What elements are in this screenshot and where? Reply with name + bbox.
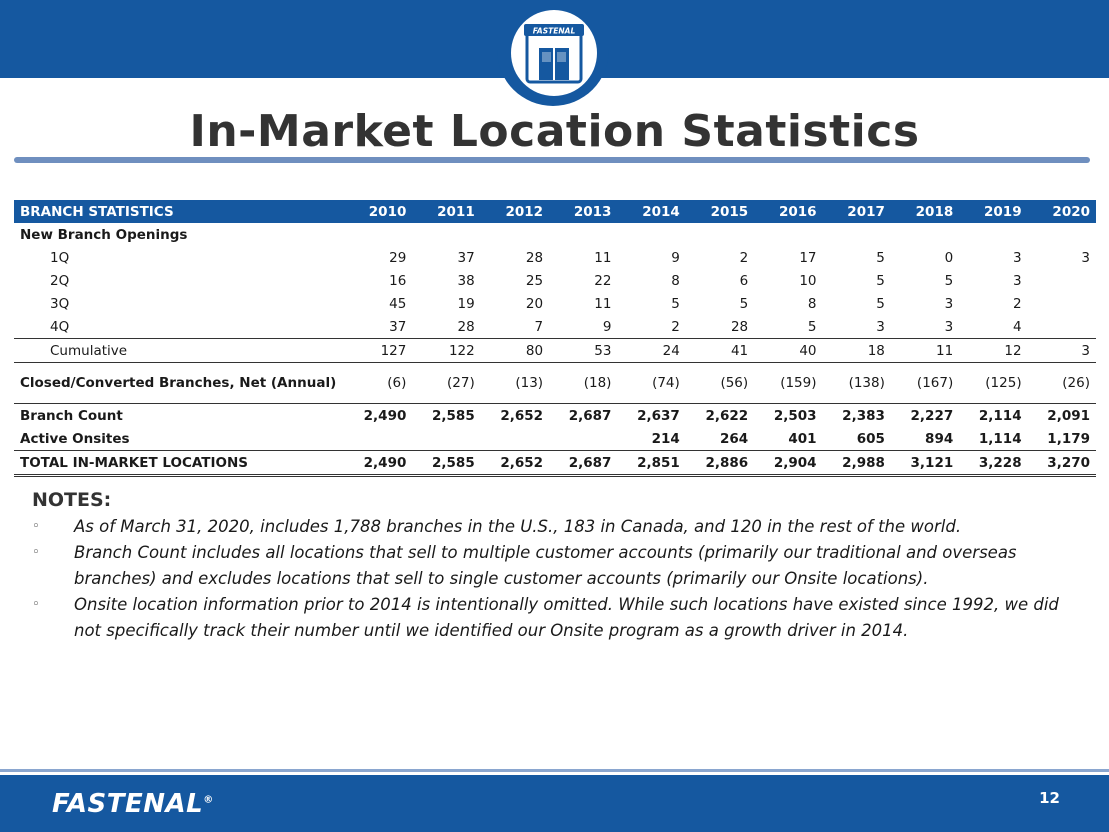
- year-header: 2018: [915, 203, 954, 220]
- table-cell: (18): [549, 363, 617, 404]
- notes-list: [32, 514, 1082, 644]
- table-cell: 2,383: [842, 407, 885, 424]
- row-label: TOTAL IN-MARKET LOCATIONS: [14, 451, 344, 476]
- table-cell: 2,490: [344, 451, 412, 476]
- table-cell: 11: [594, 295, 612, 312]
- table-cell: 9: [671, 249, 680, 266]
- table-cell: 29: [389, 249, 407, 266]
- table-cell: 6: [739, 272, 749, 289]
- year-header: 2019: [984, 203, 1022, 220]
- table-cell: 18: [823, 339, 891, 363]
- row-label: 1Q: [50, 249, 70, 266]
- table-row-4q: [14, 315, 1096, 339]
- table-cell: 2: [739, 249, 749, 266]
- table-cell: 37: [457, 249, 475, 266]
- table-cell: 1,114: [978, 430, 1022, 447]
- table-cell: 9: [549, 315, 617, 339]
- table-cell: (74): [617, 363, 685, 404]
- table-cell: 2,886: [686, 451, 754, 476]
- note-item: [32, 592, 1082, 644]
- note-item: [32, 514, 1082, 540]
- note-text: As of March 31, 2020, includes 1,788 branches in the U.S., 183 in Canada, and 120 in the rest of the world.: [74, 517, 962, 536]
- table-cell: 24: [617, 339, 685, 363]
- table-cell: 3: [1013, 272, 1022, 289]
- table-cell: 80: [481, 339, 549, 363]
- footer-logo-text: FASTENAL: [52, 789, 204, 819]
- table-row-3q: [14, 292, 1096, 315]
- table-row-active-onsites: [14, 427, 1096, 451]
- table-cell: 5: [739, 295, 749, 312]
- table-cell: (6): [344, 363, 412, 404]
- row-label: 2Q: [50, 272, 70, 289]
- table-cell: [1028, 292, 1096, 315]
- notes-title: NOTES:: [32, 489, 112, 511]
- table-cell: 1,179: [1047, 430, 1090, 447]
- badge-logo-text: FASTENAL: [532, 26, 576, 36]
- table-cell: 22: [594, 272, 612, 289]
- table-row-closed-converted: [14, 363, 1096, 404]
- table-cell: 4: [959, 315, 1027, 339]
- table-cell: 2,687: [549, 451, 617, 476]
- table-cell: 11: [594, 249, 612, 266]
- table-cell: 2,490: [363, 407, 407, 424]
- note-text: Onsite location information prior to 2014 is intentionally omitted. While such locations have existed since 1992, we did not specifically track their number until we identified our Onsite program as a growth driver in 2014.: [74, 595, 1059, 640]
- table-header-row: [14, 200, 1096, 223]
- year-header: 2012: [505, 203, 544, 220]
- fastenal-logo: [52, 789, 214, 819]
- table-cell: 37: [344, 315, 412, 339]
- section-label: New Branch Openings: [20, 226, 188, 243]
- table-cell: 5: [944, 272, 954, 289]
- table-header-label: BRANCH STATISTICS: [20, 203, 174, 220]
- table-row-cumulative: [14, 339, 1096, 363]
- row-label: 4Q: [14, 315, 344, 339]
- table-cell: 12: [959, 339, 1027, 363]
- table-cell: 2,585: [412, 451, 480, 476]
- year-header: 2014: [642, 203, 680, 220]
- year-header: 2017: [847, 203, 885, 220]
- table-cell: 38: [457, 272, 475, 289]
- table-cell: 605: [856, 430, 885, 447]
- branch-statistics-table: [14, 200, 1096, 477]
- table-cell: 2,091: [1047, 407, 1090, 424]
- table-cell: 3: [1028, 339, 1096, 363]
- table-row-2q: [14, 269, 1096, 292]
- page-number: 12: [1039, 789, 1060, 807]
- table-cell: 127: [344, 339, 412, 363]
- table-cell: (167): [891, 363, 959, 404]
- row-label: Branch Count: [20, 407, 123, 424]
- storefront-icon: [521, 20, 587, 86]
- table-cell: 10: [799, 272, 817, 289]
- table-cell: 2: [1013, 295, 1022, 312]
- page-title: In-Market Location Statistics: [189, 106, 920, 157]
- table-cell: (27): [412, 363, 480, 404]
- table-cell: 2,687: [568, 407, 612, 424]
- table-cell: 5: [754, 315, 822, 339]
- year-header: 2015: [710, 203, 749, 220]
- table-cell: 19: [457, 295, 475, 312]
- table-cell: 2,851: [617, 451, 685, 476]
- table-cell: 40: [754, 339, 822, 363]
- year-header: 2013: [573, 203, 612, 220]
- table-cell: 122: [412, 339, 480, 363]
- table-cell: 2,585: [432, 407, 475, 424]
- footer-divider: [0, 769, 1109, 772]
- row-label: Active Onsites: [20, 430, 130, 447]
- table-cell: 3: [944, 295, 954, 312]
- table-cell: 2,637: [637, 407, 680, 424]
- row-label: Cumulative: [14, 339, 344, 363]
- table-cell: 28: [412, 315, 480, 339]
- table-cell: 3: [891, 315, 959, 339]
- table-cell: 7: [481, 315, 549, 339]
- table-cell: 53: [549, 339, 617, 363]
- table-cell: 894: [925, 430, 954, 447]
- table-cell: 2,652: [481, 451, 549, 476]
- table-cell: 2,622: [705, 407, 749, 424]
- registered-mark: ®: [203, 794, 214, 806]
- table-cell: 264: [719, 430, 749, 447]
- table-cell: 2,114: [978, 407, 1022, 424]
- note-text: Branch Count includes all locations that sell to multiple customer accounts (primarily our traditional and overseas branches) and excludes locations that sell to single customer accounts (primarily our Onsite locations).: [74, 543, 1017, 588]
- table-cell: [549, 427, 617, 451]
- table-cell: 3,121: [891, 451, 959, 476]
- table-cell: 45: [389, 295, 407, 312]
- table-cell: 5: [876, 272, 885, 289]
- year-header: 2010: [368, 203, 407, 220]
- table-cell: (159): [754, 363, 822, 404]
- table-cell: 5: [876, 249, 885, 266]
- table-cell: 3,270: [1028, 451, 1096, 476]
- table-row-branch-count: [14, 404, 1096, 428]
- table-cell: 5: [876, 295, 885, 312]
- table-cell: 25: [525, 272, 544, 289]
- section-row-new-branch-openings: [14, 223, 1096, 246]
- table-cell: 5: [671, 295, 680, 312]
- table-cell: 2,652: [500, 407, 544, 424]
- table-cell: [481, 427, 549, 451]
- table-cell: 11: [891, 339, 959, 363]
- table-cell: [1028, 315, 1096, 339]
- table-cell: (138): [823, 363, 891, 404]
- table-row-total: [14, 451, 1096, 476]
- bullet-icon: ◦: [32, 519, 40, 534]
- table-cell: [344, 427, 412, 451]
- table-cell: 41: [686, 339, 754, 363]
- table-cell: 8: [807, 295, 817, 312]
- table-cell: 2,988: [823, 451, 891, 476]
- table-row-1q: [14, 246, 1096, 269]
- table-cell: (13): [481, 363, 549, 404]
- table-cell: 8: [671, 272, 680, 289]
- year-header: 2020: [1052, 203, 1090, 220]
- table-cell: (26): [1028, 363, 1096, 404]
- row-label: Closed/Converted Branches, Net (Annual): [14, 363, 344, 404]
- table-cell: 2,227: [910, 407, 954, 424]
- table-cell: (56): [686, 363, 754, 404]
- table-cell: 2,904: [754, 451, 822, 476]
- table-cell: 0: [944, 249, 954, 266]
- table-cell: 20: [525, 295, 544, 312]
- table-cell: 2,503: [773, 407, 817, 424]
- table-cell: 17: [799, 249, 817, 266]
- table-cell: [412, 427, 480, 451]
- table-cell: 2: [617, 315, 685, 339]
- table-cell: 3,228: [959, 451, 1027, 476]
- year-header: 2016: [778, 203, 817, 220]
- bullet-icon: ◦: [32, 545, 40, 560]
- title-divider: [14, 157, 1090, 163]
- table-cell: 16: [389, 272, 407, 289]
- bullet-icon: ◦: [32, 597, 40, 612]
- table-cell: 3: [823, 315, 891, 339]
- table-cell: 3: [1081, 249, 1090, 266]
- year-header: 2011: [437, 203, 475, 220]
- table-cell: (125): [959, 363, 1027, 404]
- row-label: 3Q: [50, 295, 70, 312]
- table-cell: 214: [651, 430, 680, 447]
- table-cell: 3: [1013, 249, 1022, 266]
- table-cell: 401: [788, 430, 817, 447]
- table-cell: 28: [525, 249, 544, 266]
- note-item: [32, 540, 1082, 592]
- table-cell: [1028, 269, 1096, 292]
- table-cell: 28: [686, 315, 754, 339]
